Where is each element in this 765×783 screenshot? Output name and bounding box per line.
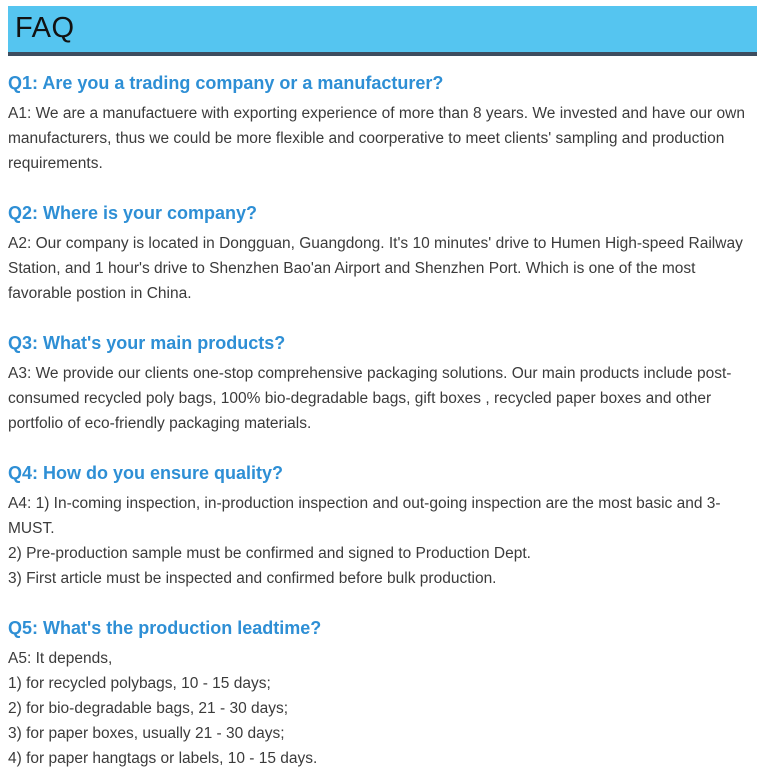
answer-q5-paragraph-5: 4) for paper hangtags or labels, 10 - 15 days. [8, 750, 318, 767]
answer-q3-paragraph-1: A3: We provide our clients one-stop comprehensive packaging solutions. Our main products include post-consumed recycled poly bags, 100% bio-degradable bags, gift boxes , recycled paper boxes and other portfolio of eco-friendly packaging materials. [8, 365, 732, 432]
answer-q5-paragraph-2: 1) for recycled polybags, 10 - 15 days; [8, 675, 271, 692]
page-title: FAQ [15, 11, 75, 44]
answer-q5-paragraph-3: 2) for bio-degradable bags, 21 - 30 days; [8, 700, 289, 717]
question-q4: Q4: How do you ensure quality? [8, 463, 284, 483]
answer-q4-paragraph-1: A4: 1) In-coming inspection, in-production inspection and out-going inspection are the most basic and 3-MUST. [8, 495, 721, 537]
faq-section-q3 [8, 332, 757, 436]
answer-q5-paragraph-4: 3) for paper boxes, usually 21 - 30 days; [8, 725, 285, 742]
question-q3: Q3: What's your main products? [8, 333, 286, 353]
question-q2: Q2: Where is your company? [8, 203, 258, 223]
answer-q2-paragraph-1: A2: Our company is located in Dongguan, Guangdong. It's 10 minutes' drive to Humen High-speed Railway Station, and 1 hour's drive to Shenzhen Bao'an Airport and Shenzhen Port. Which is one of the most favorable postion in China. [8, 235, 743, 302]
answer-q4-paragraph-3: 3) First article must be inspected and confirmed before bulk production. [8, 570, 497, 587]
question-q5: Q5: What's the production leadtime? [8, 618, 322, 638]
faq-content [8, 72, 757, 771]
answer-q5-paragraph-1: A5: It depends, [8, 650, 113, 667]
faq-section-q2 [8, 202, 757, 306]
faq-section-q1 [8, 72, 757, 176]
question-q1: Q1: Are you a trading company or a manufacturer? [8, 73, 444, 93]
faq-header [8, 6, 757, 56]
faq-section-q4 [8, 462, 757, 591]
answer-q4-paragraph-2: 2) Pre-production sample must be confirmed and signed to Production Dept. [8, 545, 531, 562]
answer-q1-paragraph-1: A1: We are a manufactuere with exporting experience of more than 8 years. We invested and have our own manufacturers, thus we could be more flexible and coorperative to meet clients' sampling and production requirements. [8, 105, 745, 172]
